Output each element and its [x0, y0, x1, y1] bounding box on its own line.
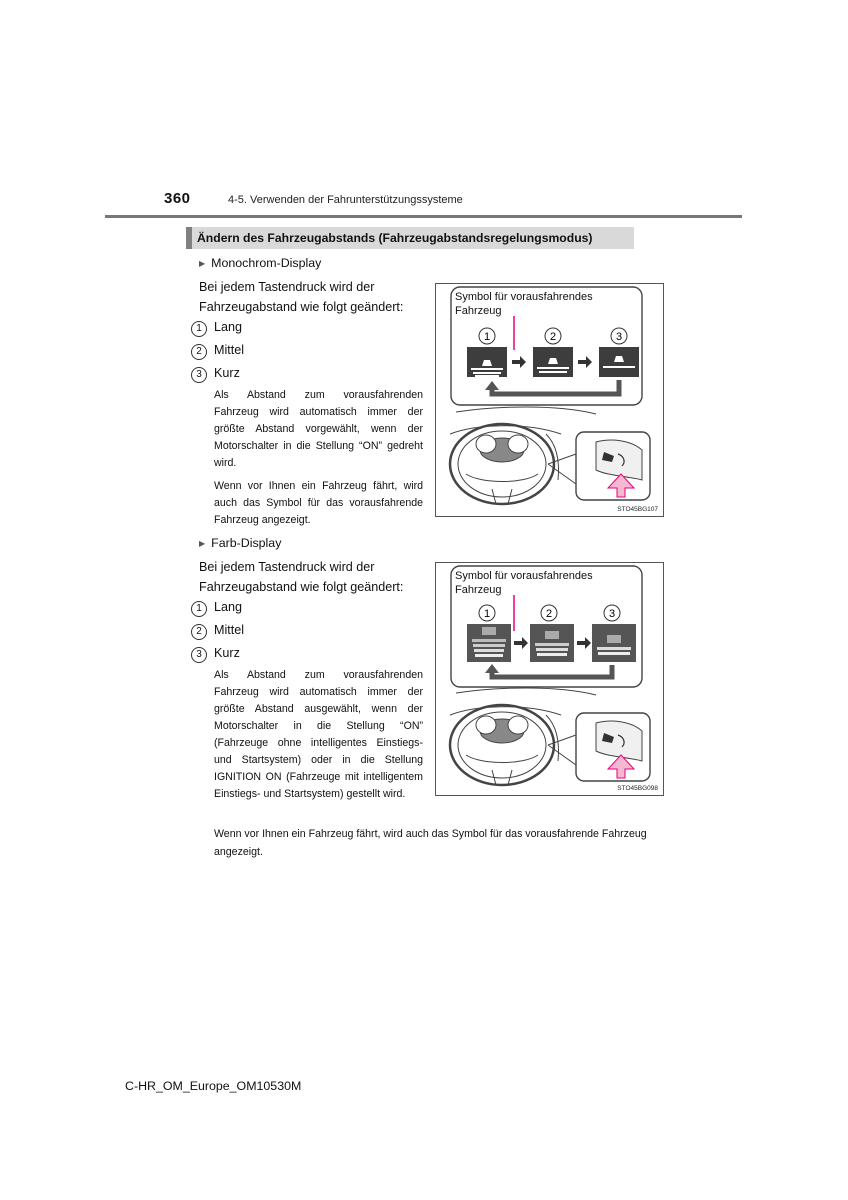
section-heading-bar — [186, 227, 634, 249]
distance-display-short — [599, 347, 639, 377]
steering-wheel-sketch — [450, 407, 596, 504]
figure-illustration — [436, 563, 663, 795]
distance-display-short — [592, 624, 636, 662]
list-item-label: Lang — [214, 600, 243, 614]
step-number: 2 — [549, 331, 557, 343]
figure-illustration — [436, 284, 663, 516]
circled-number: 2 — [191, 344, 207, 360]
distance-display-long — [467, 624, 511, 662]
figure-monochrome-display — [435, 283, 664, 517]
list-item — [191, 320, 242, 337]
section-heading-accent — [186, 227, 192, 249]
header-section-title: 4-5. Verwenden der Fahrunterstützungssysteme — [228, 194, 463, 206]
note-paragraph: Als Abstand zum vorausfahrenden Fahrzeug wird automatisch immer der größte Abstand ausgewählt, wenn der Motorschalter in die Stellung “ON” (Fahrzeuge ohne intelligentes Einstiegs- und Startsystem) oder in die Stellung IGNITION ON (Fahrzeuge mit intelligentem Einstiegs- und Startsystem) gestellt wird. — [214, 669, 423, 800]
intro-text: Bei jedem Tastendruck wird der Fahrzeugabstand wie folgt geändert: — [199, 280, 404, 314]
list-item-label: Lang — [214, 320, 243, 334]
callout-label: Symbol für vorausfahrendes Fahrzeug — [455, 291, 593, 317]
step-number: 1 — [483, 608, 491, 620]
bullet-label: Monochrom-Display — [211, 256, 322, 270]
distance-display-middle — [533, 347, 573, 377]
triangle-bullet-icon: ▶ — [199, 259, 206, 268]
figure-code: STO45BG107 — [617, 506, 658, 513]
note-paragraph: Wenn vor Ihnen ein Fahrzeug fährt, wird auch das Symbol für das vorausfahrende Fahrzeug angezeigt. — [214, 828, 647, 858]
circled-number: 3 — [191, 367, 207, 383]
figure-color-display — [435, 562, 664, 796]
step-number: 2 — [545, 608, 553, 620]
list-item-label: Mittel — [214, 343, 245, 357]
figure-code: STO45BG098 — [617, 785, 658, 792]
steering-wheel-sketch — [450, 688, 596, 785]
bullet-monochrome-display — [199, 256, 321, 270]
section-heading: Ändern des Fahrzeugabstands (Fahrzeugabstandsregelungsmodus) — [197, 231, 593, 245]
distance-display-middle — [530, 624, 574, 662]
step-number: 3 — [608, 608, 616, 620]
circled-number: 3 — [191, 647, 207, 663]
bullet-color-display — [199, 536, 281, 550]
note-paragraph: Als Abstand zum vorausfahrenden Fahrzeug wird automatisch immer der größte Abstand vorgewählt, wenn der Motorschalter in die Stellung “ON” gedreht wird. — [214, 389, 423, 469]
list-item — [191, 600, 242, 617]
list-item-label: Mittel — [214, 623, 245, 637]
distance-button-inset — [576, 713, 650, 781]
list-item — [191, 366, 240, 383]
distance-display-long — [467, 347, 507, 377]
circled-number: 1 — [191, 601, 207, 617]
circled-number: 1 — [191, 321, 207, 337]
list-item-label: Kurz — [214, 646, 240, 660]
callout-label: Symbol für vorausfahrendes Fahrzeug — [455, 570, 593, 596]
page-number: 360 — [164, 190, 191, 207]
circled-number: 2 — [191, 624, 207, 640]
step-number: 1 — [483, 331, 491, 343]
list-item — [191, 646, 240, 663]
step-number: 3 — [615, 331, 623, 343]
list-item — [191, 343, 244, 360]
bullet-label: Farb-Display — [211, 536, 282, 550]
intro-text: Bei jedem Tastendruck wird der Fahrzeugabstand wie folgt geändert: — [199, 560, 404, 594]
list-item-label: Kurz — [214, 366, 240, 380]
list-item — [191, 623, 244, 640]
distance-button-inset — [576, 432, 650, 500]
triangle-bullet-icon: ▶ — [199, 539, 206, 548]
header-divider — [105, 215, 742, 218]
note-paragraph: Wenn vor Ihnen ein Fahrzeug fährt, wird auch das Symbol für das vorausfahrende Fahrzeug angezeigt. — [214, 480, 423, 526]
footer-document-code: C-HR_OM_Europe_OM10530M — [125, 1079, 302, 1093]
